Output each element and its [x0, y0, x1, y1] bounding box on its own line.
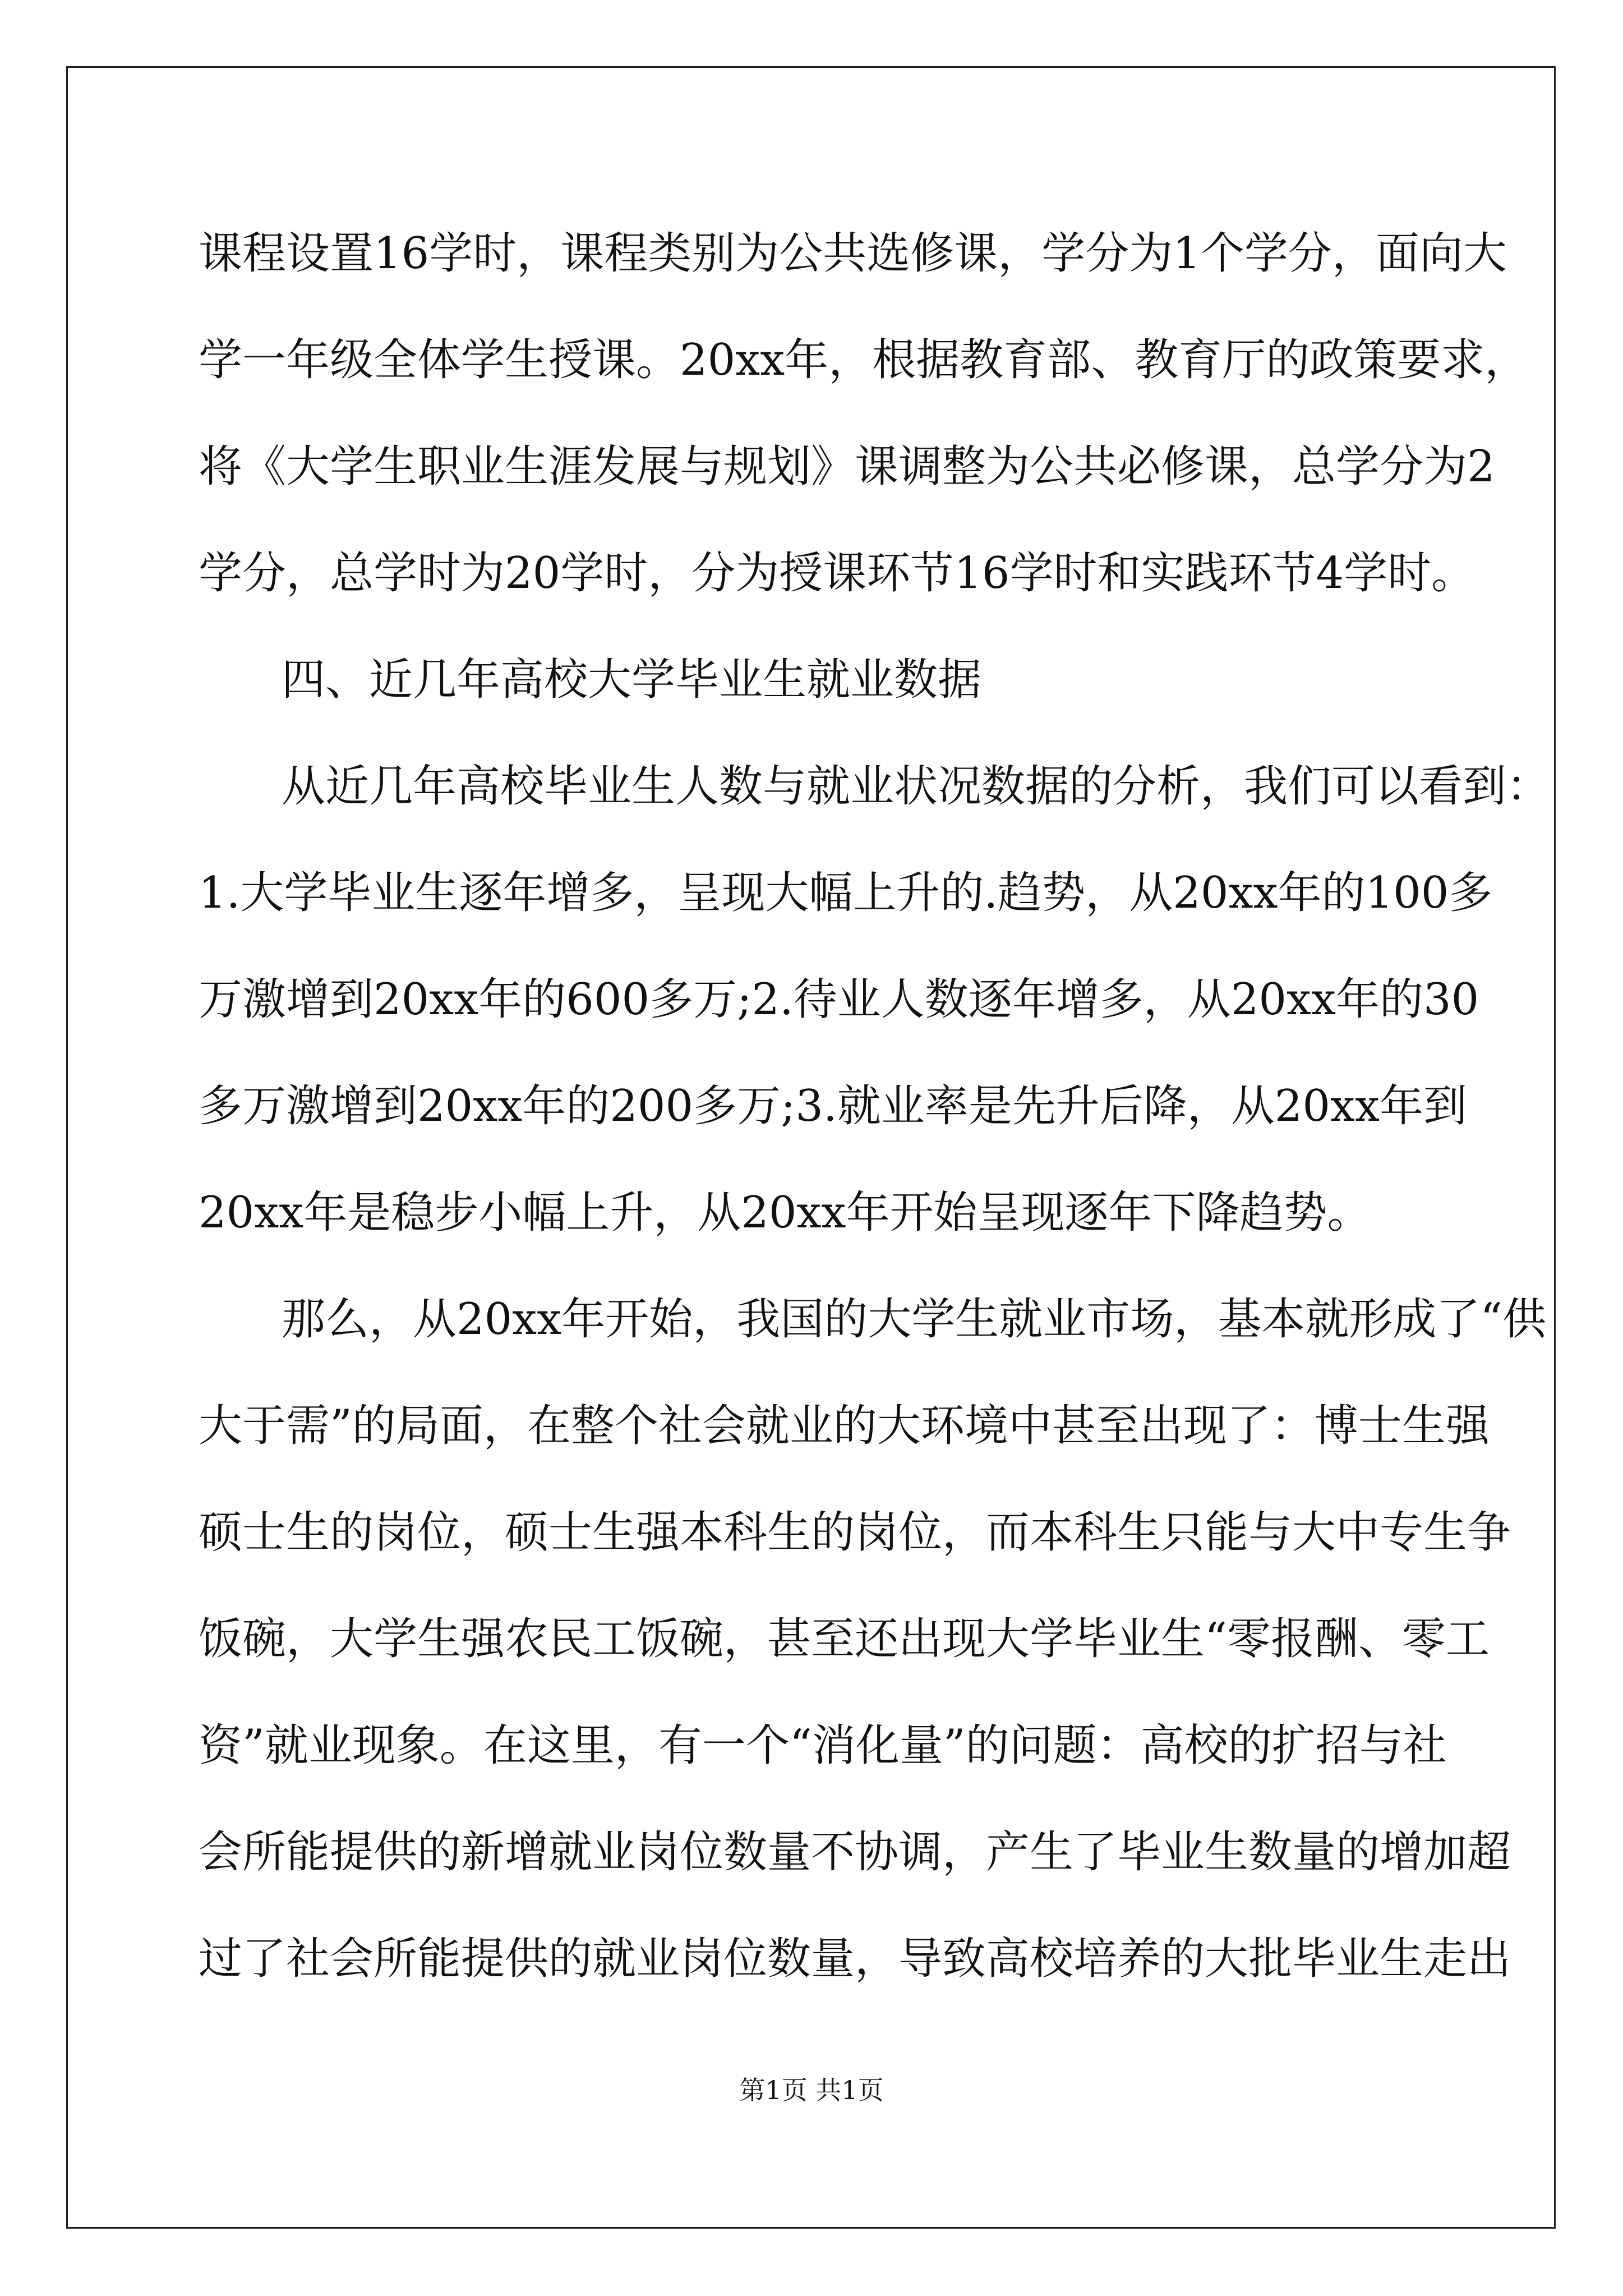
paragraph-line: 将《大学生职业生涯发展与规划》课调整为公共必修课，总学分为2 [199, 441, 1495, 492]
paragraph-line: 万激增到20xx年的600多万;2.待业人数逐年增多，从20xx年的30 [199, 974, 1479, 1025]
paragraph-line: 过了社会所能提供的就业岗位数量，导致高校培养的大批毕业生走出 [199, 1934, 1511, 1984]
paragraph-line: 多万激增到20xx年的200多万;3.就业率是先升后降，从20xx年到 [199, 1081, 1468, 1131]
paragraph-line: 20xx年是稳步小幅上升，从20xx年开始呈现逐年下降趋势。 [199, 1188, 1371, 1238]
document-body [199, 209, 1551, 2021]
paragraph-line: 学一年级全体学生授课。20xx年，根据教育部、教育厅的政策要求， [199, 335, 1529, 385]
paragraph-line: 学分，总学时为20学时，分为授课环节16学时和实践环节4学时。 [199, 548, 1476, 599]
paragraph-line: 大于需”的局面，在整个社会就业的大环境中甚至出现了：博士生强 [199, 1401, 1490, 1451]
paragraph-line: 从近几年高校毕业生人数与就业状况数据的分析，我们可以看到： [282, 761, 1551, 812]
paragraph-line: 资”就业现象。在这里，有一个“消化量”的问题：高校的扩招与社 [199, 1720, 1447, 1771]
paragraph-line: 会所能提供的新增就业岗位数量不协调，产生了毕业生数量的增加超 [199, 1827, 1511, 1878]
paragraph-line: 那么，从20xx年开始，我国的大学生就业市场，基本就形成了“供 [282, 1294, 1547, 1345]
paragraph-line: 硕士生的岗位，硕士生强本科生的岗位，而本科生只能与大中专生争 [199, 1507, 1511, 1558]
section-heading: 四、近几年高校大学毕业生就业数据 [282, 655, 982, 705]
page-footer: 第1页 共1页 [739, 2075, 884, 2105]
paragraph-line: 饭碗，大学生强农民工饭碗，甚至还出现大学毕业生“零报酬、零工 [199, 1614, 1490, 1664]
paragraph-line: 课程设置16学时，课程类别为公共选修课，学分为1个学分，面向大 [199, 228, 1507, 279]
paragraph-line: 1.大学毕业生逐年增多，呈现大幅上升的.趋势，从20xx年的100多 [199, 868, 1493, 918]
